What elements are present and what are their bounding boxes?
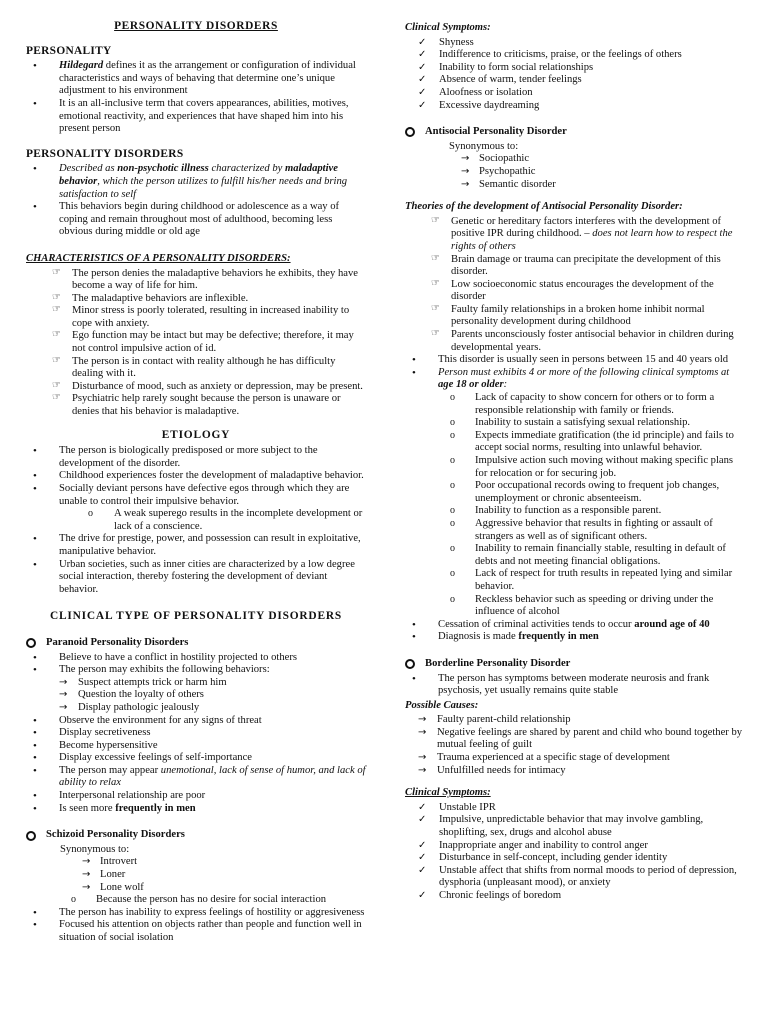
- list-item: ✓ Indifference to criticisms, praise, or the feelings of others: [405, 49, 745, 62]
- list-item: ✓ Aloofness or isolation: [405, 87, 745, 100]
- schizoid-sublist: [26, 894, 366, 907]
- characteristics-heading: CHARACTERISTICS OF A PERSONALITY DISORDERS:: [26, 252, 291, 264]
- antisocial-symptoms-sublist: [405, 392, 745, 619]
- antisocial-synonymous-label: Synonymous to:: [449, 140, 519, 152]
- list-item: → Lone wolf: [26, 882, 366, 895]
- list-item: o Expects immediate gratification (the id principle) and fails to accept social norms, resulting into unlawful behavior.: [405, 430, 745, 455]
- list-item: o Inability to function as a responsible parent.: [405, 505, 745, 518]
- paranoid-list: [26, 652, 366, 677]
- right-column: [405, 20, 745, 903]
- list-item: o Because the person has no desire for social interaction: [26, 894, 366, 907]
- list-item: ☞ Faulty family relationships in a broken home inhibit normal personality development during childhood: [405, 304, 745, 329]
- list-item: ☞ The person is in contact with reality although he has difficulty dealing with it.: [26, 356, 366, 381]
- list-item: • Focused his attention on objects rather than people and function well in situation of social isolation: [26, 919, 366, 944]
- list-item: • Display excessive feelings of self-importance: [26, 752, 366, 765]
- schizoid-list: [26, 907, 366, 945]
- list-item: → Display pathologic jealously: [26, 702, 366, 715]
- list-item: o Lack of respect for truth results in repeated lying and similar behavior.: [405, 568, 745, 593]
- list-item: • The person may exhibits the following behaviors:: [26, 664, 366, 677]
- borderline-heading: Borderline Personality Disorder: [405, 658, 745, 671]
- list-item: • This disorder is usually seen in persons between 15 and 40 years old: [405, 354, 745, 367]
- list-item: → Negative feelings are shared by parent and child who bound together by mutual feeling of guilt: [385, 727, 745, 752]
- list-item: ☞ Disturbance of mood, such as anxiety or depression, may be present.: [26, 381, 366, 394]
- list-item: ☞ The person denies the maladaptive behaviors he exhibits, they have become a way of life for him.: [26, 268, 366, 293]
- list-item: → Trauma experienced at a specific stage of development: [385, 752, 745, 765]
- list-item: • Believe to have a conflict in hostility projected to others: [26, 652, 366, 665]
- personality-disorders-heading: PERSONALITY DISORDERS: [26, 147, 184, 160]
- list-item: ✓ Unstable affect that shifts from normal moods to period of depression, dysphoria (unpleasant mood), or anxiety: [405, 865, 745, 890]
- list-item: → Semantic disorder: [405, 179, 745, 192]
- etiology-list: [26, 445, 366, 508]
- list-item: • The person is biologically predisposed or more subject to the development of the disorder.: [26, 445, 366, 470]
- list-item: ✓ Excessive daydreaming: [405, 100, 745, 113]
- causes-list: [385, 714, 745, 777]
- schizoid-heading: Schizoid Personality Disorders: [26, 829, 366, 842]
- schizoid-synonymous-label: Synonymous to:: [60, 843, 130, 855]
- clinical-symptoms-heading: Clinical Symptoms:: [405, 22, 491, 33]
- list-item: o Lack of capacity to show concern for others or to form a responsible relationship with family or friends.: [405, 392, 745, 417]
- list-item: • Socially deviant persons have defective egos through which they are unable to control their impulsive behavior.: [26, 483, 366, 508]
- list-item: • Described as non-psychotic illness characterized by maladaptive behavior, which the person utilizes to fulfill his/her needs and bring satisfaction to self: [26, 163, 366, 201]
- list-item: • Person must exhibits 4 or more of the following clinical symptoms at age 18 or older:: [405, 367, 745, 392]
- list-item: • The drive for prestige, power, and possession can result in exploitative, manipulative behavior.: [26, 533, 366, 558]
- theories-list: [405, 216, 745, 355]
- circle-bullet-icon: [405, 659, 415, 669]
- paranoid-list-2: [26, 715, 366, 816]
- circle-bullet-icon: [405, 127, 415, 137]
- list-item: • This behaviors begin during childhood or adolescence as a way of coping and remain throughout most of adulthood, becoming less obvious during middle or old age: [26, 201, 366, 239]
- etiology-heading: ETIOLOGY: [161, 428, 231, 441]
- antisocial-list: [405, 354, 745, 392]
- clinical-types-heading: CLINICAL TYPE OF PERSONALITY DISORDERS: [49, 610, 342, 623]
- circle-bullet-icon: [26, 831, 36, 841]
- list-item: • Diagnosis is made frequently in men: [405, 631, 745, 644]
- list-item: → Question the loyalty of others: [26, 689, 366, 702]
- list-item: ☞ Minor stress is poorly tolerated, resulting in increased inability to cope with anxiety.: [26, 305, 366, 330]
- list-item: • Interpersonal relationship are poor: [26, 790, 366, 803]
- personality-list: [26, 60, 366, 136]
- list-item: o Poor occupational records owing to frequent job changes, unemployment or chronic absenteeism.: [405, 480, 745, 505]
- list-item: • Become hypersensitive: [26, 740, 366, 753]
- list-item: • Urban societies, such as inner cities are characterized by a low degree social interaction, thereby fostering the development of deviant behavior.: [26, 559, 366, 597]
- list-item: ✓ Inability to form social relationships: [405, 62, 745, 75]
- list-item: ✓ Impulsive, unpredictable behavior that may involve gambling, shoplifting, sex, drugs and alcohol abuse: [405, 814, 745, 839]
- list-item: o Reckless behavior such as speeding or driving under the influence of alcohol: [405, 594, 745, 619]
- list-item: • Observe the environment for any signs of threat: [26, 715, 366, 728]
- borderline-symptoms-heading: Clinical Symptoms:: [405, 787, 491, 799]
- list-item: ✓ Unstable IPR: [405, 802, 745, 815]
- list-item: ☞ Low socioeconomic status encourages the development of the disorder: [405, 279, 745, 304]
- list-item: o Inability to remain financially stable, resulting in default of debts and not meeting financial obligations.: [405, 543, 745, 568]
- paranoid-behaviors: [26, 677, 366, 715]
- list-item: ✓ Absence of warm, tender feelings: [405, 74, 745, 87]
- list-item: → Introvert: [26, 856, 366, 869]
- list-item: • Display secretiveness: [26, 727, 366, 740]
- possible-causes-heading: Possible Causes:: [405, 699, 479, 711]
- antisocial-heading: Antisocial Personality Disorder: [405, 126, 745, 139]
- list-item: → Unfulfilled needs for intimacy: [385, 765, 745, 778]
- pd-list: [26, 163, 366, 239]
- list-item: → Loner: [26, 869, 366, 882]
- list-item: • It is an all-inclusive term that covers appearances, abilities, motives, emotional reactivity, and experiences that have shaped him into his present person: [26, 98, 366, 136]
- paranoid-heading: Paranoid Personality Disorders: [26, 637, 366, 650]
- list-item: ☞ Psychiatric help rarely sought because the person is unaware or denies that his behavior is maladaptive.: [26, 393, 366, 418]
- list-item: • Is seen more frequently in men: [26, 803, 366, 816]
- characteristics-list: [26, 268, 366, 419]
- list-item: • Cessation of criminal activities tends to occur around age of 40: [405, 619, 745, 632]
- list-item: • Hildegard defines it as the arrangement or configuration of individual characteristics and ways of behaving that determine one’s unique adjustment to his environment: [26, 60, 366, 98]
- list-item: • Childhood experiences foster the development of maladaptive behavior.: [26, 470, 366, 483]
- personality-heading: PERSONALITY: [26, 44, 112, 57]
- antisocial-list-2: [405, 619, 745, 644]
- list-item: ☞ Parents unconsciously foster antisocial behavior in children during developmental years.: [405, 329, 745, 354]
- theories-heading: Theories of the development of Antisocial Personality Disorder:: [405, 201, 683, 213]
- circle-bullet-icon: [26, 638, 36, 648]
- list-item: o Inability to sustain a satisfying sexual relationship.: [405, 417, 745, 430]
- list-item: • The person may appear unemotional, lack of sense of humor, and lack of ability to relax: [26, 765, 366, 790]
- list-item: o Impulsive action such moving without making specific plans for relocation or for securing job.: [405, 455, 745, 480]
- list-item: • The person has symptoms between moderate neurosis and frank psychosis, yet usually remains quite stable: [405, 673, 745, 698]
- list-item: → Suspect attempts trick or harm him: [26, 677, 366, 690]
- list-item: ✓ Shyness: [405, 37, 745, 50]
- etiology-sublist: [26, 508, 366, 533]
- page-title: PERSONALITY DISORDERS: [114, 20, 278, 32]
- list-item: o A weak superego results in the incomplete development or lack of a conscience.: [26, 508, 366, 533]
- list-item: → Faulty parent-child relationship: [385, 714, 745, 727]
- list-item: → Sociopathic: [405, 153, 745, 166]
- list-item: ✓ Disturbance in self-concept, including gender identity: [405, 852, 745, 865]
- list-item: → Psychopathic: [405, 166, 745, 179]
- list-item: ☞ The maladaptive behaviors are inflexible.: [26, 293, 366, 306]
- schizoid-synonyms: [26, 856, 366, 894]
- list-item: ☞ Genetic or hereditary factors interferes with the development of positive IPR during childhood. – does not learn how to respect the rights of others: [405, 216, 745, 254]
- list-item: ☞ Ego function may be intact but may be defective; therefore, it may not control impulsive action of id.: [26, 330, 366, 355]
- borderline-list: [405, 673, 745, 698]
- etiology-list-2: [26, 533, 366, 596]
- list-item: ☞ Brain damage or trauma can precipitate the development of this disorder.: [405, 254, 745, 279]
- schizoid-symptoms-list: [405, 37, 745, 113]
- list-item: ✓ Inappropriate anger and inability to control anger: [405, 840, 745, 853]
- left-column: [26, 20, 366, 945]
- list-item: o Aggressive behavior that results in fighting or assault of strangers as well as of significant others.: [405, 518, 745, 543]
- borderline-symptoms-list: [405, 802, 745, 903]
- list-item: • The person has inability to express feelings of hostility or aggresiveness: [26, 907, 366, 920]
- antisocial-synonyms: [405, 153, 745, 191]
- list-item: ✓ Chronic feelings of boredom: [405, 890, 745, 903]
